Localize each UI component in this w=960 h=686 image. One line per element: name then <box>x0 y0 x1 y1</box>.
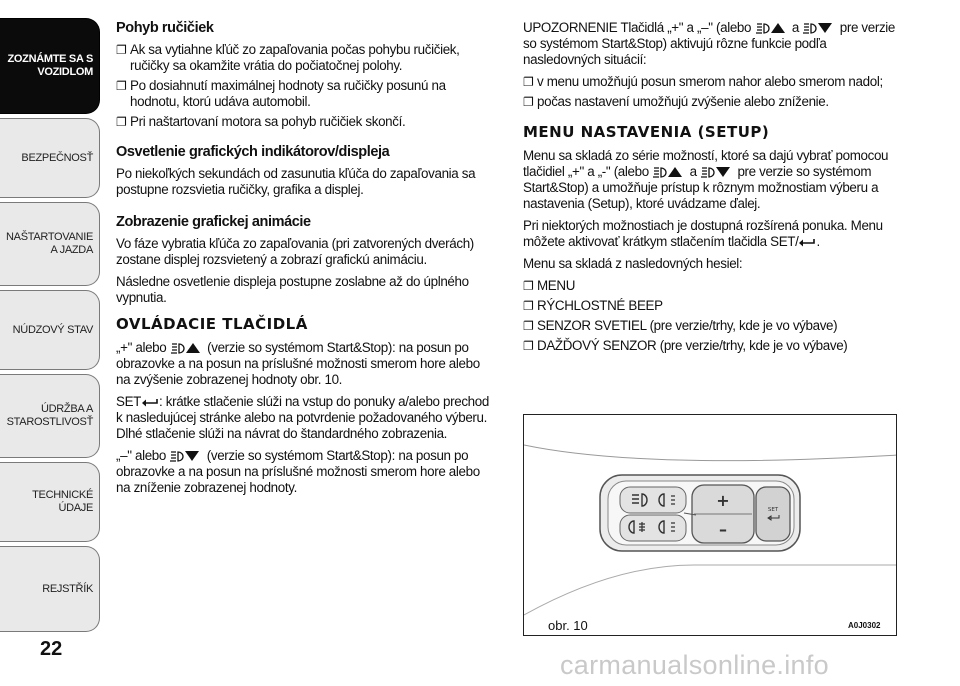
plus-button-label: + <box>716 491 730 510</box>
paragraph-plus: „+" alebo (verzie so systémom Start&Stop): na posun po obrazovke a na posun na príslušné možnosti smerom hore alebo na zvýšenie zobrazenej hodnoty obr. 10. <box>116 340 480 387</box>
checkbox-bullet-icon: ❐ <box>523 299 534 313</box>
section-setup: MENU NASTAVENIA (SETUP) <box>523 123 770 141</box>
list-item: ❐ Pri naštartovaní motora sa pohyb ručičiek skončí. <box>116 114 406 129</box>
light-up-icon <box>755 22 789 34</box>
paragraph-set: SET : krátke stlačenie slúži na vstup do ponuky a/alebo prechod k nasledujúcej stránke alebo na potvrdenie požadovaného výberu. Dlhé stlačenie slúži na návrat do štandardného zobrazenia. <box>116 394 489 441</box>
list-item: ❐ počas nastavení umožňujú zvýšenie alebo zníženie. <box>523 94 829 109</box>
set-button-label: SET <box>767 507 779 513</box>
tab-maintenance[interactable]: ÚDRŽBA A STAROSTLIVOSŤ <box>0 374 100 458</box>
checkbox-bullet-icon: ❐ <box>523 75 534 89</box>
return-icon <box>798 237 816 248</box>
list-item: ❐ SENZOR SVETIEL (pre verzie/trhy, kde je vo výbave) <box>523 318 838 333</box>
return-icon <box>141 397 159 408</box>
paragraph: Pri niektorých možnostiach je dostupná rozšírená ponuka. Menu môžete aktivovať krátkym stlačením tlačidla SET/ . <box>523 218 883 249</box>
left-column <box>116 20 496 502</box>
figure-caption: obr. 10 <box>548 618 588 633</box>
dashboard-illustration <box>524 415 897 636</box>
checkbox-bullet-icon: ❐ <box>523 319 534 333</box>
checkbox-bullet-icon: ❐ <box>116 115 127 129</box>
heading-needles: Pohyb ručičiek <box>116 20 214 36</box>
heading-animation: Zobrazenie grafickej animácie <box>116 214 311 230</box>
chapter-sidebar <box>0 0 100 686</box>
paragraph: Následne osvetlenie displeja postupne zoslabne až do úplného vypnutia. <box>116 274 469 305</box>
light-up-icon <box>170 342 204 354</box>
right-column <box>523 20 903 358</box>
tab-driving[interactable]: NAŠTARTOVANIE A JAZDA <box>0 202 100 286</box>
paragraph: Menu sa skladá zo série možností, ktoré sa dajú vybrať pomocou tlačidiel „+" a „-" (alebo a pre verzie so systémom Start&Stop) a umožňuje prístup k rôznym možnostiam výberu a nastavenia (Setup), ktoré uvádzame ďalej. <box>523 148 889 211</box>
tab-safety[interactable]: BEZPEČNOSŤ <box>0 118 100 198</box>
list-item: ❐ MENU <box>523 278 576 293</box>
paragraph: Menu sa skladá z nasledovných hesiel: <box>523 256 743 271</box>
list-item: ❐ RÝCHLOSTNÉ BEEP <box>523 298 663 313</box>
tab-vehicle[interactable]: ZOZNÁMTE SA S VOZIDLOM <box>0 18 100 114</box>
light-down-icon <box>802 22 836 34</box>
tab-index[interactable]: REJSTŘÍK <box>0 546 100 632</box>
checkbox-bullet-icon: ❐ <box>116 79 127 93</box>
list-item: ❐ DAŽĎOVÝ SENZOR (pre verzie/trhy, kde je vo výbave) <box>523 338 848 353</box>
checkbox-bullet-icon: ❐ <box>523 95 534 109</box>
checkbox-bullet-icon: ❐ <box>116 43 127 57</box>
section-controls: OVLÁDACIE TLAČIDLÁ <box>116 315 308 333</box>
figure-code: A0J0302 <box>848 621 881 630</box>
list-item: ❐ v menu umožňujú posun smerom nahor alebo smerom nadol; <box>523 74 883 89</box>
list-item: ❐ Po dosiahnutí maximálnej hodnoty sa ručičky posunú na hodnotu, ktorú udáva automobil. <box>116 78 446 109</box>
paragraph: Vo fáze vybratia kľúča zo zapaľovania (pri zatvorených dverách) zostane displej rozsvietený a zobrazí grafickú animáciu. <box>116 236 474 267</box>
watermark: carmanualsonline.info <box>560 650 829 680</box>
checkbox-bullet-icon: ❐ <box>523 339 534 353</box>
list-item: ❐ Ak sa vytiahne kľúč zo zapaľovania počas pohybu ručičiek, ručičky sa okamžite vrátia do počiatočnej polohy. <box>116 42 460 73</box>
light-down-icon <box>700 166 734 178</box>
paragraph-warning: UPOZORNENIE Tlačidlá „+" a „–" (alebo a pre verzie so systémom Start&Stop) aktivujú rôzne funkcie podľa nasledovných situácií: <box>523 20 896 67</box>
heading-lighting: Osvetlenie grafických indikátorov/displeja <box>116 144 390 160</box>
checkbox-bullet-icon: ❐ <box>523 279 534 293</box>
paragraph: Po niekoľkých sekundách od zasunutia kľúča do zapaľovania sa postupne rozsvietia ručičky, grafika a displej. <box>116 166 476 197</box>
minus-button-label: – <box>719 520 727 539</box>
paragraph-minus: „–" alebo (verzie so systémom Start&Stop): na posun po obrazovke a na posun na príslušné možnosti smerom hore alebo na zníženie zobrazenej hodnoty. <box>116 448 480 495</box>
light-down-icon <box>169 450 203 462</box>
figure-dashboard-buttons <box>523 414 897 636</box>
page-number: 22 <box>40 638 63 660</box>
tab-emergency[interactable]: NÚDZOVÝ STAV <box>0 290 100 370</box>
light-up-icon <box>652 166 686 178</box>
tab-technical[interactable]: TECHNICKÉ ÚDAJE <box>0 462 100 542</box>
